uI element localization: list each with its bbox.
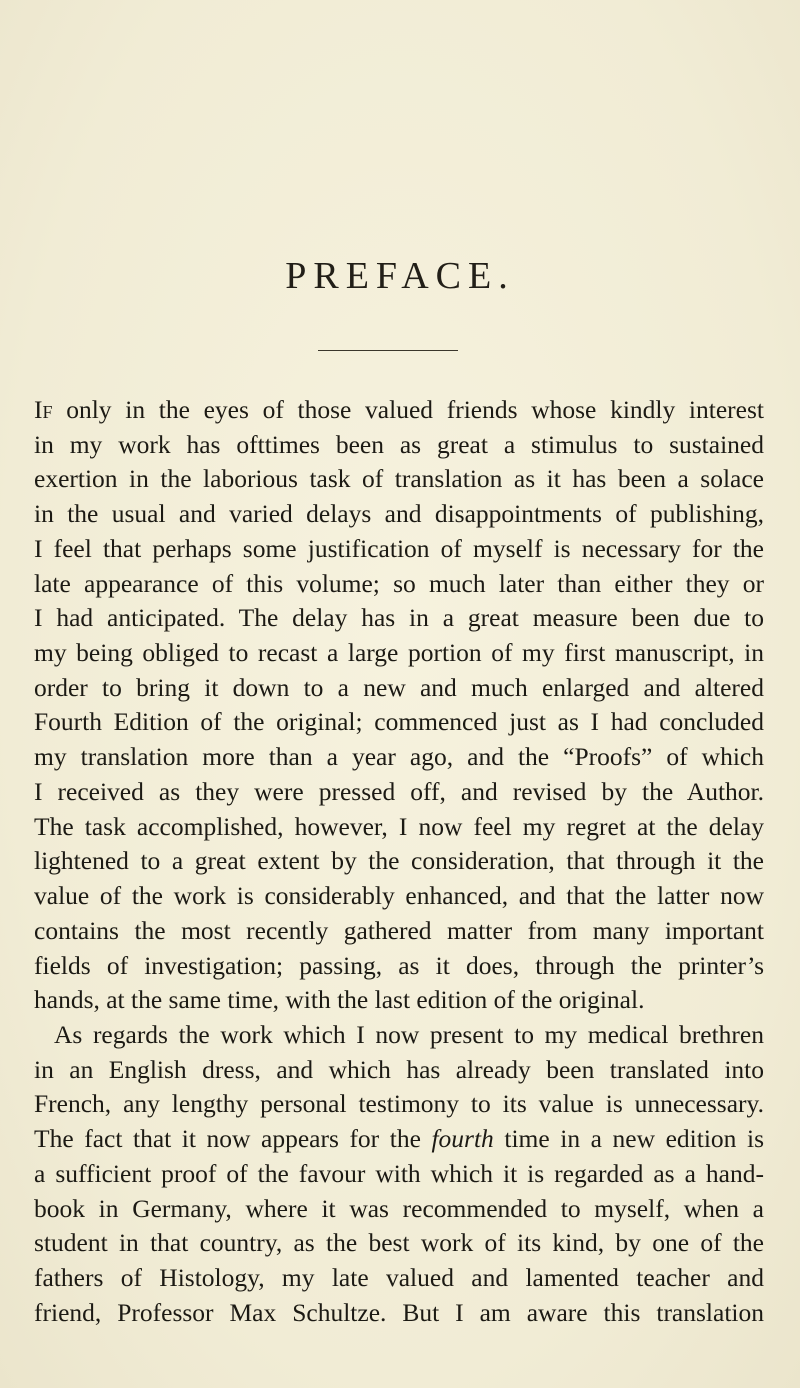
text-line: my translation more than a year ago, and the “Proofs” of which — [34, 742, 764, 772]
text-line: French, any lengthy personal testimony to its value is unnecessary. — [34, 1089, 764, 1119]
text-line: contains the most recently gathered matter from many important — [34, 915, 764, 945]
title-rule — [318, 350, 458, 351]
text-line: my being obliged to recast a large portion of my first manuscript, in — [34, 638, 764, 668]
text-line: friend, Professor Max Schultze. But I am aware this translation — [34, 1297, 764, 1327]
text-line: in my work has ofttimes been as great a stimulus to sustained — [34, 429, 764, 459]
page-title: PREFACE. — [285, 255, 515, 297]
text-line: The fact that it now appears for the fourth time in a new edition is — [34, 1124, 764, 1154]
text-line: As regards the work which I now present to my medical brethren — [54, 1019, 764, 1049]
text-line: lightened to a great extent by the consideration, that through it the — [34, 846, 764, 876]
preface-text — [34, 393, 764, 1330]
text-line: Fourth Edition of the original; commenced just as I had concluded — [34, 707, 764, 737]
text-line: If only in the eyes of those valued friends whose kindly interest — [34, 395, 764, 424]
text-line: late appearance of this volume; so much later than either they or — [34, 568, 764, 598]
text-line: in an English dress, and which has already been translated into — [34, 1054, 764, 1084]
text-line: order to bring it down to a new and much enlarged and altered — [34, 672, 764, 702]
text-line: I had anticipated. The delay has in a great measure been due to — [34, 603, 764, 633]
text-line: I received as they were pressed off, and revised by the Author. — [34, 776, 764, 806]
text-line: fathers of Histology, my late valued and lamented teacher and — [34, 1262, 764, 1292]
text-line: The task accomplished, however, I now feel my regret at the delay — [34, 811, 764, 841]
text-line: exertion in the laborious task of translation as it has been a solace — [34, 464, 764, 494]
text-line: in the usual and varied delays and disappointments of publishing, — [34, 499, 764, 529]
text-line: value of the work is considerably enhanced, and that the latter now — [34, 881, 764, 911]
text-line: student in that country, as the best work of its kind, by one of the — [34, 1228, 764, 1258]
text-line: fields of investigation; passing, as it does, through the printer’s — [34, 950, 764, 980]
dropcap: If — [34, 395, 53, 424]
emphasis: fourth — [431, 1124, 494, 1154]
text-line: book in Germany, where it was recommended to myself, when a — [34, 1193, 764, 1223]
text-line: hands, at the same time, with the last edition of the original. — [34, 985, 645, 1015]
text-line: a sufficient proof of the favour with which it is regarded as a hand- — [34, 1158, 764, 1188]
text-line: I feel that perhaps some justification of myself is necessary for the — [34, 533, 764, 563]
